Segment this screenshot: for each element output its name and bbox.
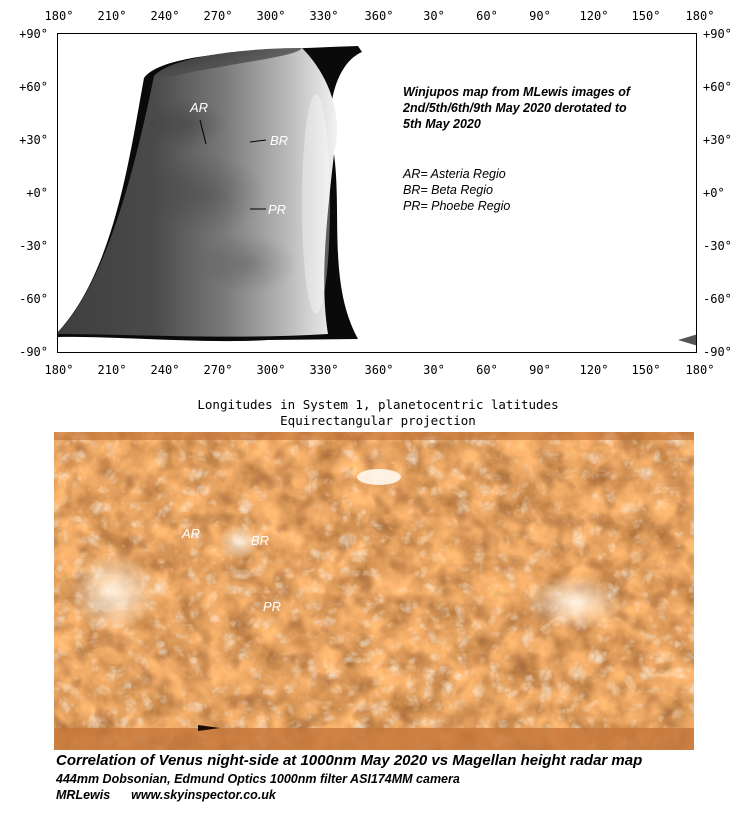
infrared-map-image	[58, 34, 697, 353]
left-latitude-tick: +30°	[19, 133, 48, 147]
ir-label-br: BR	[270, 133, 289, 148]
bottom-longitude-tick: 30°	[423, 363, 445, 377]
right-latitude-tick: -90°	[703, 345, 732, 359]
left-latitude-tick: -60°	[19, 292, 48, 306]
radar-map	[54, 432, 694, 750]
highland-west	[69, 552, 159, 632]
footer-website: www.skyinspector.co.uk	[131, 788, 276, 802]
left-latitude-tick: +90°	[19, 27, 48, 41]
left-latitude-tick: +0°	[26, 186, 48, 200]
bottom-longitude-tick: 270°	[203, 363, 233, 377]
left-latitude-tick: -90°	[19, 345, 48, 359]
annotation-line: Winjupos map from MLewis images of	[403, 85, 630, 99]
top-longitude-tick: 210°	[97, 9, 127, 23]
bottom-longitude-tick: 210°	[97, 363, 127, 377]
top-longitude-tick: 270°	[203, 9, 233, 23]
projection-caption-line1: Longitudes in System 1, planetocentric latitudes	[197, 397, 559, 412]
right-latitude-tick: +60°	[703, 80, 732, 94]
top-longitude-tick: 300°	[256, 9, 286, 23]
top-longitude-tick: 180°	[44, 9, 74, 23]
right-latitude-tick: +90°	[703, 27, 732, 41]
bottom-longitude-tick: 60°	[476, 363, 498, 377]
top-longitude-tick: 120°	[579, 9, 609, 23]
map-annotation-title	[403, 84, 630, 132]
bottom-longitude-tick: 240°	[150, 363, 180, 377]
top-longitude-tick: 330°	[309, 9, 339, 23]
legend-entry: BR= Beta Regio	[403, 183, 493, 197]
top-longitude-tick: 150°	[631, 9, 661, 23]
top-longitude-tick: 30°	[423, 9, 445, 23]
infrared-map-frame	[57, 33, 697, 353]
radar-north-band	[54, 432, 694, 440]
right-latitude-tick: -30°	[703, 239, 732, 253]
radar-map-image	[54, 432, 694, 750]
bottom-longitude-tick: 180°	[44, 363, 74, 377]
radar-label-br: BR	[251, 533, 270, 548]
top-longitude-tick: 60°	[476, 9, 498, 23]
highland-maxwell	[357, 469, 401, 485]
map-legend	[403, 166, 510, 214]
highland-aphrodite	[524, 574, 624, 630]
footer-credits	[56, 788, 276, 802]
footer-equipment: 444mm Dobsonian, Edmund Optics 1000nm filter ASI174MM camera	[56, 772, 460, 786]
top-longitude-tick: 240°	[150, 9, 180, 23]
right-latitude-tick: -60°	[703, 292, 732, 306]
right-latitude-tick: +30°	[703, 133, 732, 147]
bottom-longitude-tick: 180°	[685, 363, 715, 377]
bottom-longitude-tick: 90°	[529, 363, 551, 377]
footer-title: Correlation of Venus night-side at 1000nm May 2020 vs Magellan height radar map	[56, 752, 643, 769]
radar-label-pr: PR	[263, 599, 282, 614]
radar-label-ar: AR	[182, 526, 201, 541]
legend-entry: AR= Asteria Regio	[403, 167, 506, 181]
top-longitude-tick: 180°	[685, 9, 715, 23]
footer-author: MRLewis	[56, 788, 111, 802]
annotation-line: 5th May 2020	[403, 117, 481, 131]
bottom-longitude-tick: 300°	[256, 363, 286, 377]
bottom-longitude-tick: 330°	[309, 363, 339, 377]
legend-entry: PR= Phoebe Regio	[403, 199, 511, 213]
top-longitude-tick: 90°	[529, 9, 551, 23]
projection-caption-line2: Equirectangular projection	[280, 413, 476, 428]
left-latitude-tick: -30°	[19, 239, 48, 253]
ir-label-pr: PR	[268, 202, 287, 217]
bottom-longitude-tick: 360°	[364, 363, 394, 377]
right-latitude-tick: +0°	[703, 186, 725, 200]
top-longitude-tick: 360°	[364, 9, 394, 23]
annotation-line: 2nd/5th/6th/9th May 2020 derotated to	[403, 101, 627, 115]
left-latitude-tick: +60°	[19, 80, 48, 94]
bottom-longitude-tick: 150°	[631, 363, 661, 377]
ir-label-ar: AR	[190, 100, 209, 115]
bottom-longitude-tick: 120°	[579, 363, 609, 377]
infrared-edge-sliver	[678, 334, 697, 346]
radar-south-band	[54, 728, 694, 750]
